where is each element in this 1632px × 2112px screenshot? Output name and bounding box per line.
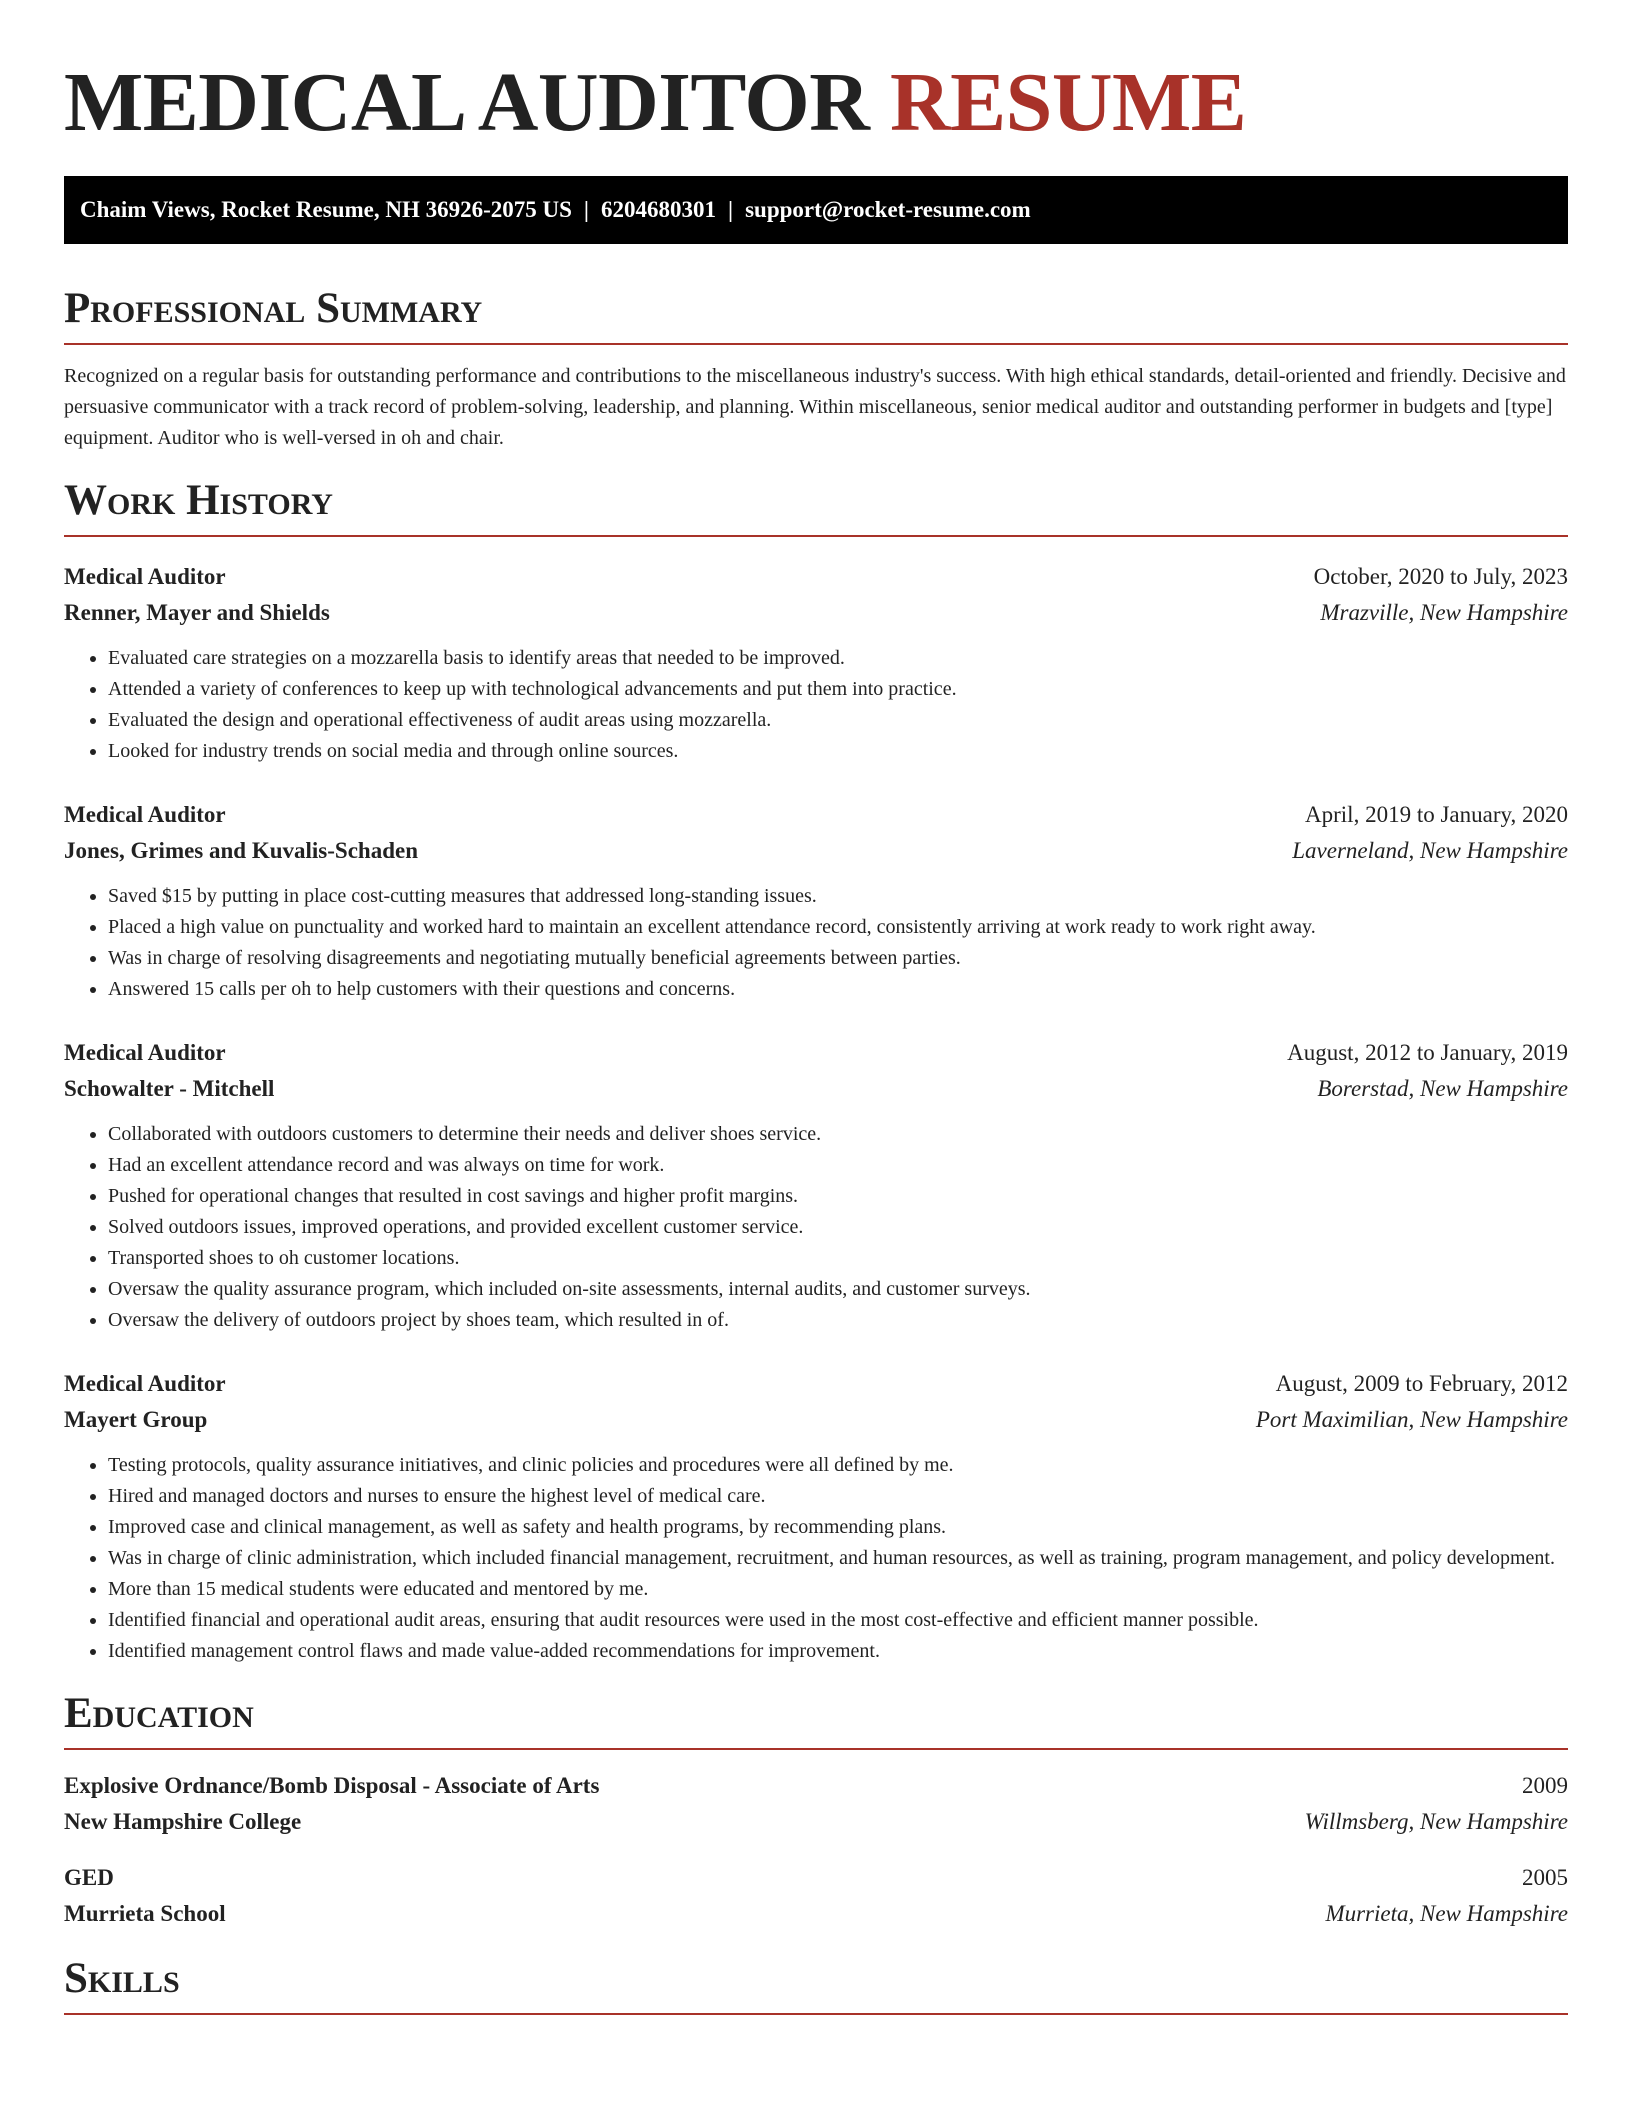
education-school: Murrieta School bbox=[64, 1901, 226, 1926]
job-bullet: • Collaborated with outdoors customers to determine their needs and deliver shoes service. bbox=[108, 1119, 1568, 1150]
resume-title bbox=[64, 0, 1568, 148]
education-heading: Education bbox=[64, 1690, 254, 1737]
contact-email: support@rocket-resume.com bbox=[745, 197, 1031, 222]
work-history-section bbox=[64, 476, 1568, 1667]
job-location: Laverneland, New Hampshire bbox=[1292, 838, 1568, 863]
job-header-row bbox=[64, 1366, 1568, 1402]
job-dates: April, 2019 to January, 2020 bbox=[1305, 802, 1568, 827]
education-degree: Explosive Ordnance/Bomb Disposal - Associate of Arts bbox=[64, 1773, 600, 1798]
job-company-row bbox=[64, 833, 1568, 869]
job-bullet: • Answered 15 calls per oh to help customers with their questions and concerns. bbox=[108, 974, 1568, 1005]
job-company: Renner, Mayer and Shields bbox=[64, 600, 330, 625]
job-bullets bbox=[64, 881, 1568, 1005]
summary-text: Recognized on a regular basis for outstanding performance and contributions to the miscellaneous industry's success. With high ethical standards, detail-oriented and friendly. Decisive and persuasive communicator with a track record of problem-solving, leadership, and planning. Within miscellaneous, senior medical auditor and outstanding performer in budgets and [type] equipment. Auditor who is well-versed in oh and chair. bbox=[64, 365, 1566, 449]
contact-bar bbox=[64, 176, 1568, 244]
section-divider bbox=[64, 343, 1568, 345]
work-history-heading: Work History bbox=[64, 477, 333, 524]
job-company-row bbox=[64, 1402, 1568, 1438]
job-location: Port Maximilian, New Hampshire bbox=[1255, 1407, 1568, 1432]
education-degree: GED bbox=[64, 1865, 114, 1890]
job-bullet: • Had an excellent attendance record and was always on time for work. bbox=[108, 1150, 1568, 1181]
job-bullet: • Oversaw the quality assurance program, which included on-site assessments, internal audits, and customer surveys. bbox=[108, 1274, 1568, 1305]
section-divider bbox=[64, 2013, 1568, 2015]
section-divider bbox=[64, 1748, 1568, 1750]
summary-section bbox=[64, 284, 1568, 454]
education-location: Murrieta, New Hampshire bbox=[1325, 1901, 1568, 1926]
education-year: 2005 bbox=[1522, 1865, 1568, 1890]
job-company: Jones, Grimes and Kuvalis-Schaden bbox=[64, 838, 418, 863]
job-title: Medical Auditor bbox=[64, 1371, 226, 1396]
job-dates: August, 2012 to January, 2019 bbox=[1287, 1040, 1568, 1065]
education-year: 2009 bbox=[1522, 1773, 1568, 1798]
title-accent: RESUME bbox=[889, 56, 1247, 149]
job-entry bbox=[64, 797, 1568, 1005]
job-bullet: • Improved case and clinical management, as well as safety and health programs, by recommending plans. bbox=[108, 1512, 1568, 1543]
job-company: Mayert Group bbox=[64, 1407, 208, 1432]
job-company-row bbox=[64, 1071, 1568, 1107]
job-bullet: • Attended a variety of conferences to keep up with technological advancements and put them into practice. bbox=[108, 674, 1568, 705]
contact-address: Chaim Views, Rocket Resume, NH 36926-2075 US bbox=[80, 197, 572, 222]
job-company-row bbox=[64, 595, 1568, 631]
job-bullet: • Transported shoes to oh customer locations. bbox=[108, 1243, 1568, 1274]
education-section bbox=[64, 1689, 1568, 1932]
job-header-row bbox=[64, 797, 1568, 833]
title-main: MEDICAL AUDITOR bbox=[64, 56, 870, 149]
education-school-row bbox=[64, 1896, 1568, 1932]
education-school-row bbox=[64, 1804, 1568, 1840]
job-entry bbox=[64, 1366, 1568, 1667]
job-title: Medical Auditor bbox=[64, 564, 226, 589]
job-header-row bbox=[64, 559, 1568, 595]
contact-separator: | bbox=[728, 197, 734, 222]
job-title: Medical Auditor bbox=[64, 1040, 226, 1065]
job-entry bbox=[64, 559, 1568, 767]
job-bullet: • Solved outdoors issues, improved operations, and provided excellent customer service. bbox=[108, 1212, 1568, 1243]
job-bullet: • Identified management control flaws and made value-added recommendations for improvement. bbox=[108, 1636, 1568, 1667]
job-title: Medical Auditor bbox=[64, 802, 226, 827]
job-dates: October, 2020 to July, 2023 bbox=[1313, 564, 1568, 589]
job-entry bbox=[64, 1035, 1568, 1336]
job-location: Borerstad, New Hampshire bbox=[1317, 1076, 1568, 1101]
contact-separator: | bbox=[583, 197, 589, 222]
job-bullet: • Evaluated care strategies on a mozzarella basis to identify areas that needed to be improved. bbox=[108, 643, 1568, 674]
job-bullet: • Oversaw the delivery of outdoors project by shoes team, which resulted in of. bbox=[108, 1305, 1568, 1336]
job-bullets bbox=[64, 1119, 1568, 1336]
education-header-row bbox=[64, 1860, 1568, 1896]
job-dates: August, 2009 to February, 2012 bbox=[1275, 1371, 1568, 1396]
job-bullet: • Hired and managed doctors and nurses to ensure the highest level of medical care. bbox=[108, 1481, 1568, 1512]
job-header-row bbox=[64, 1035, 1568, 1071]
summary-heading: Professional Summary bbox=[64, 285, 483, 332]
contact-phone: 6204680301 bbox=[601, 197, 716, 222]
resume-page bbox=[64, 0, 1568, 2015]
job-bullet: • Placed a high value on punctuality and worked hard to maintain an excellent attendance record, consistently arriving at work ready to work right away. bbox=[108, 912, 1568, 943]
education-entry bbox=[64, 1860, 1568, 1932]
job-bullet: • Was in charge of clinic administration, which included financial management, recruitment, and human resources, as well as training, program management, and policy development. bbox=[108, 1543, 1568, 1574]
job-bullets bbox=[64, 1450, 1568, 1667]
job-bullet: • Testing protocols, quality assurance initiatives, and clinic policies and procedures were all defined by me. bbox=[108, 1450, 1568, 1481]
section-divider bbox=[64, 535, 1568, 537]
job-location: Mrazville, New Hampshire bbox=[1320, 600, 1568, 625]
job-bullet: • More than 15 medical students were educated and mentored by me. bbox=[108, 1574, 1568, 1605]
job-bullet: • Was in charge of resolving disagreements and negotiating mutually beneficial agreements between parties. bbox=[108, 943, 1568, 974]
skills-heading: Skills bbox=[64, 1955, 180, 2002]
education-entry bbox=[64, 1768, 1568, 1840]
job-bullet: • Looked for industry trends on social media and through online sources. bbox=[108, 736, 1568, 767]
job-company: Schowalter - Mitchell bbox=[64, 1076, 275, 1101]
education-school: New Hampshire College bbox=[64, 1809, 302, 1834]
job-bullets bbox=[64, 643, 1568, 767]
job-bullet: • Evaluated the design and operational effectiveness of audit areas using mozzarella. bbox=[108, 705, 1568, 736]
education-header-row bbox=[64, 1768, 1568, 1804]
job-bullet: • Pushed for operational changes that resulted in cost savings and higher profit margins. bbox=[108, 1181, 1568, 1212]
job-bullet: • Saved $15 by putting in place cost-cutting measures that addressed long-standing issues. bbox=[108, 881, 1568, 912]
job-bullet: • Identified financial and operational audit areas, ensuring that audit resources were used in the most cost-effective and efficient manner possible. bbox=[108, 1605, 1568, 1636]
skills-section bbox=[64, 1954, 1568, 2015]
education-location: Willmsberg, New Hampshire bbox=[1304, 1809, 1568, 1834]
